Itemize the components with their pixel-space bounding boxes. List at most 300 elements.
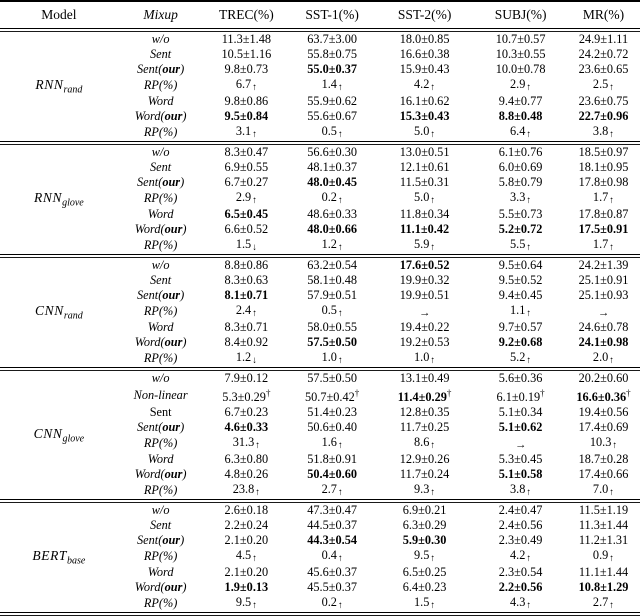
- value-cell: [474, 320, 567, 335]
- value-cell: [289, 124, 375, 141]
- metric-value: 11.5±0.31: [399, 175, 450, 189]
- value-cell: [204, 580, 290, 595]
- metric-value: 18.0±0.85: [399, 32, 450, 46]
- value-cell: [289, 420, 375, 435]
- flat-arrow-icon: →: [597, 306, 610, 319]
- metric-value: 51.8±0.91: [307, 452, 358, 466]
- mixup-label: RP(%): [143, 191, 178, 205]
- metric-value: 3.8: [510, 482, 526, 496]
- mixup-label: Word: [147, 452, 174, 466]
- down-arrow-icon: ↓: [252, 243, 257, 253]
- mixup-label: Word: [147, 320, 174, 334]
- value-cell: [474, 77, 567, 94]
- value-cell: [289, 207, 375, 222]
- metric-value: 11.4±0.29: [397, 390, 447, 404]
- our-emphasis: our: [162, 420, 181, 434]
- value-cell: [289, 467, 375, 482]
- metric-value: 5.1±0.58: [498, 467, 543, 481]
- metric-value: 11.1±1.44: [578, 565, 629, 579]
- metric-value: 22.7±0.96: [578, 109, 629, 123]
- mixup-label: Sent(our): [137, 175, 185, 189]
- up-arrow-icon: ↑: [430, 83, 436, 93]
- metric-value: 10.5±1.16: [221, 47, 272, 61]
- metric-value: 0.5: [321, 303, 337, 317]
- up-arrow-icon: ↑: [252, 196, 257, 206]
- up-arrow-icon: ↑: [337, 130, 343, 140]
- up-arrow-icon: ↑: [430, 243, 436, 253]
- value-cell: [567, 222, 640, 237]
- value-cell: [474, 533, 567, 548]
- value-cell: [375, 207, 474, 222]
- value-cell: [375, 237, 474, 254]
- up-arrow-icon: ↑: [337, 309, 343, 319]
- value-cell: [289, 77, 375, 94]
- header-cell-mixup: Mixup: [143, 7, 178, 22]
- metric-value: 48.0±0.66: [307, 222, 358, 236]
- value-cell: [474, 207, 567, 222]
- metric-value: 5.0: [414, 190, 430, 204]
- value-cell: [567, 405, 640, 420]
- metric-value: 11.3±1.44: [578, 518, 629, 532]
- value-cell: [567, 350, 640, 367]
- value-cell: [567, 190, 640, 207]
- our-emphasis: our: [164, 580, 183, 594]
- mixup-label: RP(%): [143, 304, 178, 318]
- metric-value: 18.7±0.28: [578, 452, 629, 466]
- mixup-label: Sent: [150, 518, 172, 532]
- metric-value: 55.0±0.37: [307, 62, 358, 76]
- metric-value: 6.1±0.19: [496, 390, 541, 404]
- metric-value: 57.5±0.50: [307, 335, 358, 349]
- metric-value: 50.4±0.60: [307, 467, 358, 481]
- metric-value: 1.0: [414, 350, 430, 364]
- value-cell: [567, 273, 640, 288]
- metric-value: 11.7±0.25: [399, 420, 450, 434]
- value-cell: [567, 518, 640, 533]
- our-emphasis: our: [162, 175, 181, 189]
- value-cell: [474, 518, 567, 533]
- value-cell: [375, 420, 474, 435]
- metric-value: 2.3±0.54: [498, 565, 543, 579]
- metric-value: 10.0±0.78: [495, 62, 546, 76]
- up-arrow-icon: ↑: [430, 196, 436, 206]
- value-cell: [474, 124, 567, 141]
- value-cell: [567, 548, 640, 565]
- value-cell: [289, 386, 375, 405]
- metric-value: 2.1±0.20: [224, 533, 269, 547]
- up-arrow-icon: ↑: [255, 488, 261, 498]
- metric-value: 51.4±0.23: [307, 405, 358, 419]
- metric-value: 44.5±0.37: [307, 518, 358, 532]
- value-cell: [289, 145, 375, 160]
- value-cell: [204, 420, 290, 435]
- metric-value: 5.5: [510, 237, 526, 251]
- value-cell: [375, 595, 474, 612]
- value-cell: [204, 207, 290, 222]
- value-cell: [567, 145, 640, 160]
- mixup-label: Word(our): [134, 222, 187, 236]
- value-cell: [204, 303, 290, 320]
- value-cell: [474, 273, 567, 288]
- metric-value: 5.1±0.34: [498, 405, 543, 419]
- value-cell: [567, 420, 640, 435]
- metric-value: 55.6±0.67: [307, 109, 358, 123]
- mixup-label: Sent: [149, 405, 172, 419]
- value-cell: [204, 222, 290, 237]
- value-cell: [289, 452, 375, 467]
- metric-value: 1.6: [321, 435, 337, 449]
- up-arrow-icon: ↑: [430, 130, 436, 140]
- metric-value: 17.4±0.69: [578, 420, 629, 434]
- value-cell: [375, 47, 474, 62]
- our-emphasis: our: [164, 335, 183, 349]
- metric-value: 17.8±0.98: [578, 175, 629, 189]
- metric-value: 11.3±1.48: [221, 32, 272, 46]
- mixup-label: Word(our): [134, 335, 187, 349]
- metric-value: 4.5: [235, 548, 252, 562]
- value-cell: [375, 124, 474, 141]
- metric-value: 11.7±0.24: [399, 467, 450, 481]
- value-cell: [289, 190, 375, 207]
- metric-value: 16.6±0.36: [576, 390, 627, 404]
- model-subscript: base: [67, 555, 86, 567]
- table-body: [0, 28, 640, 616]
- value-cell: [375, 175, 474, 190]
- value-cell: [474, 288, 567, 303]
- metric-value: 7.9±0.12: [224, 371, 269, 385]
- mixup-label: RP(%): [143, 125, 178, 139]
- metric-value: 19.9±0.51: [399, 288, 450, 302]
- value-cell: [204, 548, 290, 565]
- value-cell: [567, 595, 640, 612]
- up-arrow-icon: ↑: [337, 243, 343, 253]
- flat-arrow-icon: →: [418, 306, 431, 319]
- up-arrow-icon: ↑: [430, 601, 436, 611]
- metric-value: 9.8±0.73: [224, 62, 269, 76]
- metric-value: 17.5±0.91: [578, 222, 629, 236]
- value-cell: [375, 32, 474, 47]
- metric-value: 2.7: [592, 595, 609, 609]
- value-cell: [204, 273, 290, 288]
- value-cell: [474, 420, 567, 435]
- value-cell: [289, 518, 375, 533]
- metric-value: 1.2: [321, 237, 337, 251]
- up-arrow-icon: ↑: [430, 488, 436, 498]
- metric-value: 63.2±0.54: [307, 258, 358, 272]
- header-cell-sst-1: SST-1(%): [305, 7, 359, 22]
- metric-value: 24.1±0.98: [578, 335, 629, 349]
- mixup-label: Word(our): [134, 109, 187, 123]
- up-arrow-icon: ↑: [612, 441, 618, 451]
- mixup-label: Sent: [150, 160, 172, 174]
- up-arrow-icon: ↑: [609, 130, 615, 140]
- metric-value: 9.4±0.45: [498, 288, 543, 302]
- metric-value: 8.8±0.86: [224, 258, 269, 272]
- up-arrow-icon: ↑: [430, 356, 436, 366]
- metric-value: 3.8: [592, 124, 609, 138]
- down-arrow-icon: ↓: [252, 356, 257, 366]
- metric-value: 1.5: [235, 237, 252, 251]
- model-name: CNN: [33, 425, 63, 441]
- metric-value: 11.2±1.31: [578, 533, 629, 547]
- value-cell: [204, 124, 290, 141]
- value-cell: [204, 288, 290, 303]
- metric-value: 5.2: [510, 350, 526, 364]
- value-cell: [474, 258, 567, 273]
- metric-value: 6.4±0.23: [402, 580, 447, 594]
- header-cell-sst-2: SST-2(%): [397, 7, 452, 22]
- up-arrow-icon: ↑: [526, 243, 532, 253]
- metric-value: 9.7±0.57: [498, 320, 543, 334]
- value-cell: [204, 145, 290, 160]
- metric-value: 50.7±0.42: [304, 390, 355, 404]
- value-cell: [375, 452, 474, 467]
- value-cell: [289, 533, 375, 548]
- metric-value: 1.1: [510, 303, 526, 317]
- value-cell: [567, 467, 640, 482]
- value-cell: [204, 77, 290, 94]
- value-cell: [474, 548, 567, 565]
- mixup-label: RP(%): [143, 351, 178, 365]
- value-cell: [474, 335, 567, 350]
- value-cell: [289, 548, 375, 565]
- metric-value: 19.4±0.56: [578, 405, 629, 419]
- metric-value: 9.4±0.77: [498, 94, 543, 108]
- up-arrow-icon: ↑: [526, 83, 532, 93]
- value-cell: [567, 482, 640, 499]
- value-cell: [289, 222, 375, 237]
- value-cell: [375, 77, 474, 94]
- mixup-label: RP(%): [143, 549, 178, 563]
- metric-value: 6.9±0.55: [224, 160, 269, 174]
- metric-value: 55.9±0.62: [307, 94, 358, 108]
- metric-value: 9.3: [414, 482, 430, 496]
- value-cell: [289, 47, 375, 62]
- metric-value: 3.3: [510, 190, 526, 204]
- value-cell: [289, 160, 375, 175]
- metric-value: 18.5±0.97: [578, 145, 629, 159]
- metric-value: 3.1: [235, 124, 252, 138]
- metric-value: 6.0±0.69: [498, 160, 543, 174]
- metric-value: 1.4: [321, 77, 337, 91]
- value-cell: [289, 32, 375, 47]
- metric-value: 31.3: [232, 435, 255, 449]
- metric-value: 5.3±0.45: [498, 452, 543, 466]
- header-cell-mr: MR(%): [582, 7, 625, 22]
- up-arrow-icon: ↑: [609, 554, 615, 564]
- value-cell: [474, 565, 567, 580]
- value-cell: [474, 190, 567, 207]
- value-cell: [289, 237, 375, 254]
- value-cell: [474, 350, 567, 367]
- value-cell: [289, 595, 375, 612]
- metric-value: 45.5±0.37: [307, 580, 358, 594]
- metric-value: 11.1±0.42: [400, 222, 450, 236]
- mixup-label: Sent(our): [137, 62, 185, 76]
- up-arrow-icon: ↑: [337, 356, 343, 366]
- metric-value: 8.1±0.71: [224, 288, 269, 302]
- metric-value: 1.5: [414, 595, 430, 609]
- model-label-cnn-rand: [0, 258, 118, 367]
- value-cell: [375, 371, 474, 386]
- value-cell: [474, 580, 567, 595]
- metric-value: 5.9: [414, 237, 430, 251]
- value-cell: [204, 595, 290, 612]
- value-cell: [289, 405, 375, 420]
- value-cell: [567, 175, 640, 190]
- metric-value: 13.0±0.51: [399, 145, 450, 159]
- metric-value: 58.0±0.55: [307, 320, 358, 334]
- value-cell: [474, 222, 567, 237]
- metric-value: 20.2±0.60: [578, 371, 629, 385]
- metric-value: 11.8±0.34: [399, 207, 450, 221]
- metric-value: 8.3±0.63: [224, 273, 269, 287]
- metric-value: 5.6±0.36: [498, 371, 543, 385]
- metric-value: 7.0: [592, 482, 609, 496]
- metric-value: 1.7: [592, 190, 609, 204]
- value-cell: [204, 482, 290, 499]
- value-cell: [567, 258, 640, 273]
- value-cell: [204, 335, 290, 350]
- metric-value: 2.3±0.49: [498, 533, 543, 547]
- value-cell: [567, 77, 640, 94]
- table-row: [0, 32, 640, 47]
- metric-value: 25.1±0.91: [578, 273, 629, 287]
- metric-value: 5.5±0.73: [498, 207, 543, 221]
- metric-value: 25.1±0.93: [578, 288, 629, 302]
- value-cell: [204, 47, 290, 62]
- metric-value: 24.2±1.39: [578, 258, 629, 272]
- value-cell: [204, 175, 290, 190]
- value-cell: [289, 503, 375, 518]
- value-cell: [375, 145, 474, 160]
- header-cell-model: Model: [41, 7, 77, 22]
- mixup-label: Sent(our): [137, 420, 185, 434]
- value-cell: [289, 288, 375, 303]
- model-subscript: glove: [62, 433, 85, 445]
- metric-value: 55.8±0.75: [307, 47, 358, 61]
- metric-value: 2.5: [592, 77, 609, 91]
- metric-value: 5.3±0.29: [222, 390, 266, 404]
- value-cell: [567, 94, 640, 109]
- up-arrow-icon: ↑: [337, 554, 343, 564]
- value-cell: [204, 452, 290, 467]
- value-cell: [375, 94, 474, 109]
- value-cell: [375, 109, 474, 124]
- value-cell: [474, 62, 567, 77]
- value-cell: [567, 237, 640, 254]
- value-cell: [567, 62, 640, 77]
- value-cell: [204, 62, 290, 77]
- up-arrow-icon: ↑: [609, 356, 615, 366]
- metric-value: 12.1±0.61: [399, 160, 450, 174]
- metric-value: 6.5±0.25: [402, 565, 447, 579]
- value-cell: [204, 371, 290, 386]
- value-cell: [474, 467, 567, 482]
- metric-value: 2.9: [235, 190, 252, 204]
- value-cell: [567, 288, 640, 303]
- mixup-label: Word: [147, 565, 174, 579]
- value-cell: [375, 62, 474, 77]
- metric-value: 63.7±3.00: [307, 32, 358, 46]
- value-cell: [375, 335, 474, 350]
- value-cell: [289, 565, 375, 580]
- value-cell: [375, 565, 474, 580]
- metric-value: 8.4±0.92: [224, 335, 269, 349]
- value-cell: [289, 109, 375, 124]
- metric-value: 2.1±0.20: [224, 565, 269, 579]
- value-cell: [375, 518, 474, 533]
- value-cell: [289, 350, 375, 367]
- value-cell: [567, 452, 640, 467]
- mixup-label: w/o: [151, 503, 170, 517]
- value-cell: [474, 237, 567, 254]
- value-cell: [474, 503, 567, 518]
- value-cell: [289, 62, 375, 77]
- metric-value: 9.5: [414, 548, 430, 562]
- mixup-label: w/o: [151, 32, 170, 46]
- metric-value: 2.7: [321, 482, 337, 496]
- value-cell: [375, 258, 474, 273]
- metric-value: 6.7: [235, 77, 252, 91]
- up-arrow-icon: ↑: [609, 196, 615, 206]
- our-emphasis: our: [162, 62, 181, 76]
- metric-value: 6.3±0.29: [402, 518, 447, 532]
- metric-value: 57.5±0.50: [307, 371, 358, 385]
- metric-value: 16.6±0.38: [399, 47, 450, 61]
- up-arrow-icon: ↑: [430, 554, 436, 564]
- value-cell: [474, 175, 567, 190]
- metric-value: 9.5±0.64: [498, 258, 543, 272]
- metric-value: 6.4: [510, 124, 526, 138]
- up-arrow-icon: ↑: [609, 243, 615, 253]
- up-arrow-icon: ↑: [252, 83, 257, 93]
- metric-value: 16.1±0.62: [399, 94, 450, 108]
- mixup-label: Sent: [150, 273, 172, 287]
- table-row: [0, 258, 640, 273]
- metric-value: 17.8±0.87: [578, 207, 629, 221]
- value-cell: [474, 94, 567, 109]
- metric-value: 48.6±0.33: [307, 207, 358, 221]
- our-emphasis: our: [164, 109, 183, 123]
- metric-value: 5.8±0.79: [498, 175, 543, 189]
- value-cell: [474, 452, 567, 467]
- up-arrow-icon: ↑: [609, 488, 615, 498]
- metric-value: 1.0: [321, 350, 337, 364]
- mixup-label: Sent: [150, 47, 172, 61]
- value-cell: [567, 335, 640, 350]
- dagger-icon: †: [540, 388, 545, 398]
- up-arrow-icon: ↑: [526, 130, 532, 140]
- value-cell: [289, 371, 375, 386]
- metric-value: 18.1±0.95: [578, 160, 629, 174]
- model-label-rnn-rand: [0, 32, 118, 141]
- our-emphasis: our: [162, 533, 181, 547]
- model-name: CNN: [35, 303, 64, 319]
- metric-value: 6.5±0.45: [224, 207, 269, 221]
- value-cell: [204, 160, 290, 175]
- value-cell: [375, 482, 474, 499]
- value-cell: [204, 533, 290, 548]
- mixup-label: Word(our): [134, 467, 187, 481]
- mixup-label: RP(%): [143, 436, 178, 450]
- metric-value: 0.5: [321, 124, 337, 138]
- value-cell: [567, 32, 640, 47]
- mixup-label: Word: [147, 207, 174, 221]
- metric-value: 6.9±0.21: [402, 503, 447, 517]
- value-cell: [474, 595, 567, 612]
- metric-value: 5.0: [414, 124, 430, 138]
